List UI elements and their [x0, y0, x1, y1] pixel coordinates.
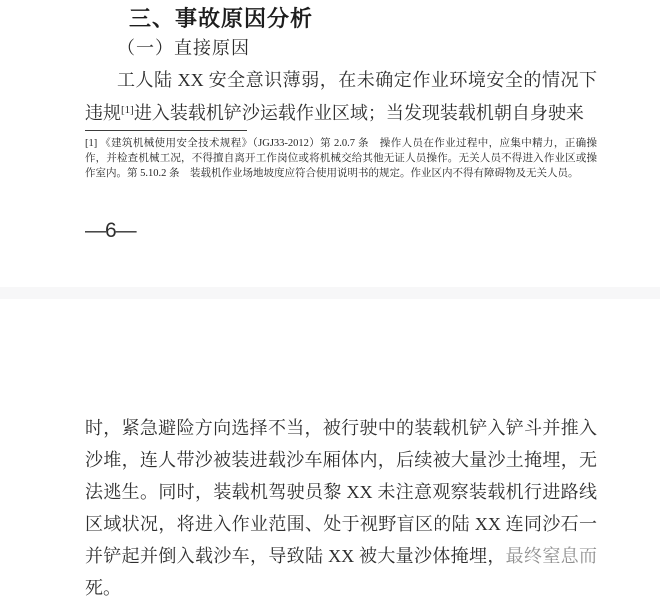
page-number: —6— — [85, 219, 136, 242]
paragraph2-faded-text: 最终窒息而 — [505, 546, 598, 566]
paragraph2-text-end: 死。 — [85, 578, 121, 596]
footnote-ref: [1] — [121, 104, 134, 116]
sub-heading: （一）直接原因 — [117, 38, 250, 58]
paragraph-continued — [85, 412, 597, 596]
paragraph-direct-cause — [85, 64, 597, 130]
footnote-text: [1] 《建筑机械使用安全技术规程》（JGJ33-2012）第 2.0.7 条 操作人员在作业过程中，应集中精力，正确操作，并检查机械工况，不得擅自离开工作岗位或将机械交给其他无证人员操作。无关人员不得进入作业区或操作室内。第 5.10.2 条 装载机作业场地坡度应符合使用说明书的规定。作业区内不得有障碍物及无关人员。 — [85, 138, 597, 179]
paragraph1-text-continued: 进入装载机铲沙运载作业区域；当发现装载机朝自身驶来 — [133, 103, 584, 123]
section-heading: 三、事故原因分析 — [129, 6, 314, 31]
paragraph2-text: 时，紧急避险方向选择不当，被行驶中的装载机铲入铲斗并推入沙堆，连人带沙被装进载沙车厢体内，后续被大量沙土掩埋，无法逃生。同时，装载机驾驶员黎 XX 未注意观察装载机行进路线区域状况，将进入作业范围、处于视野盲区的陆 XX 连同沙石一并铲起并倒入载沙车，导致陆 XX 被大量沙体掩埋， — [85, 418, 597, 566]
page-break-band — [0, 287, 660, 299]
paragraph1-text: 工人陆 XX 安全意识薄弱，在未确定作业环境安全的情况下违规 — [85, 70, 597, 123]
footnote-separator-rule — [85, 130, 247, 131]
